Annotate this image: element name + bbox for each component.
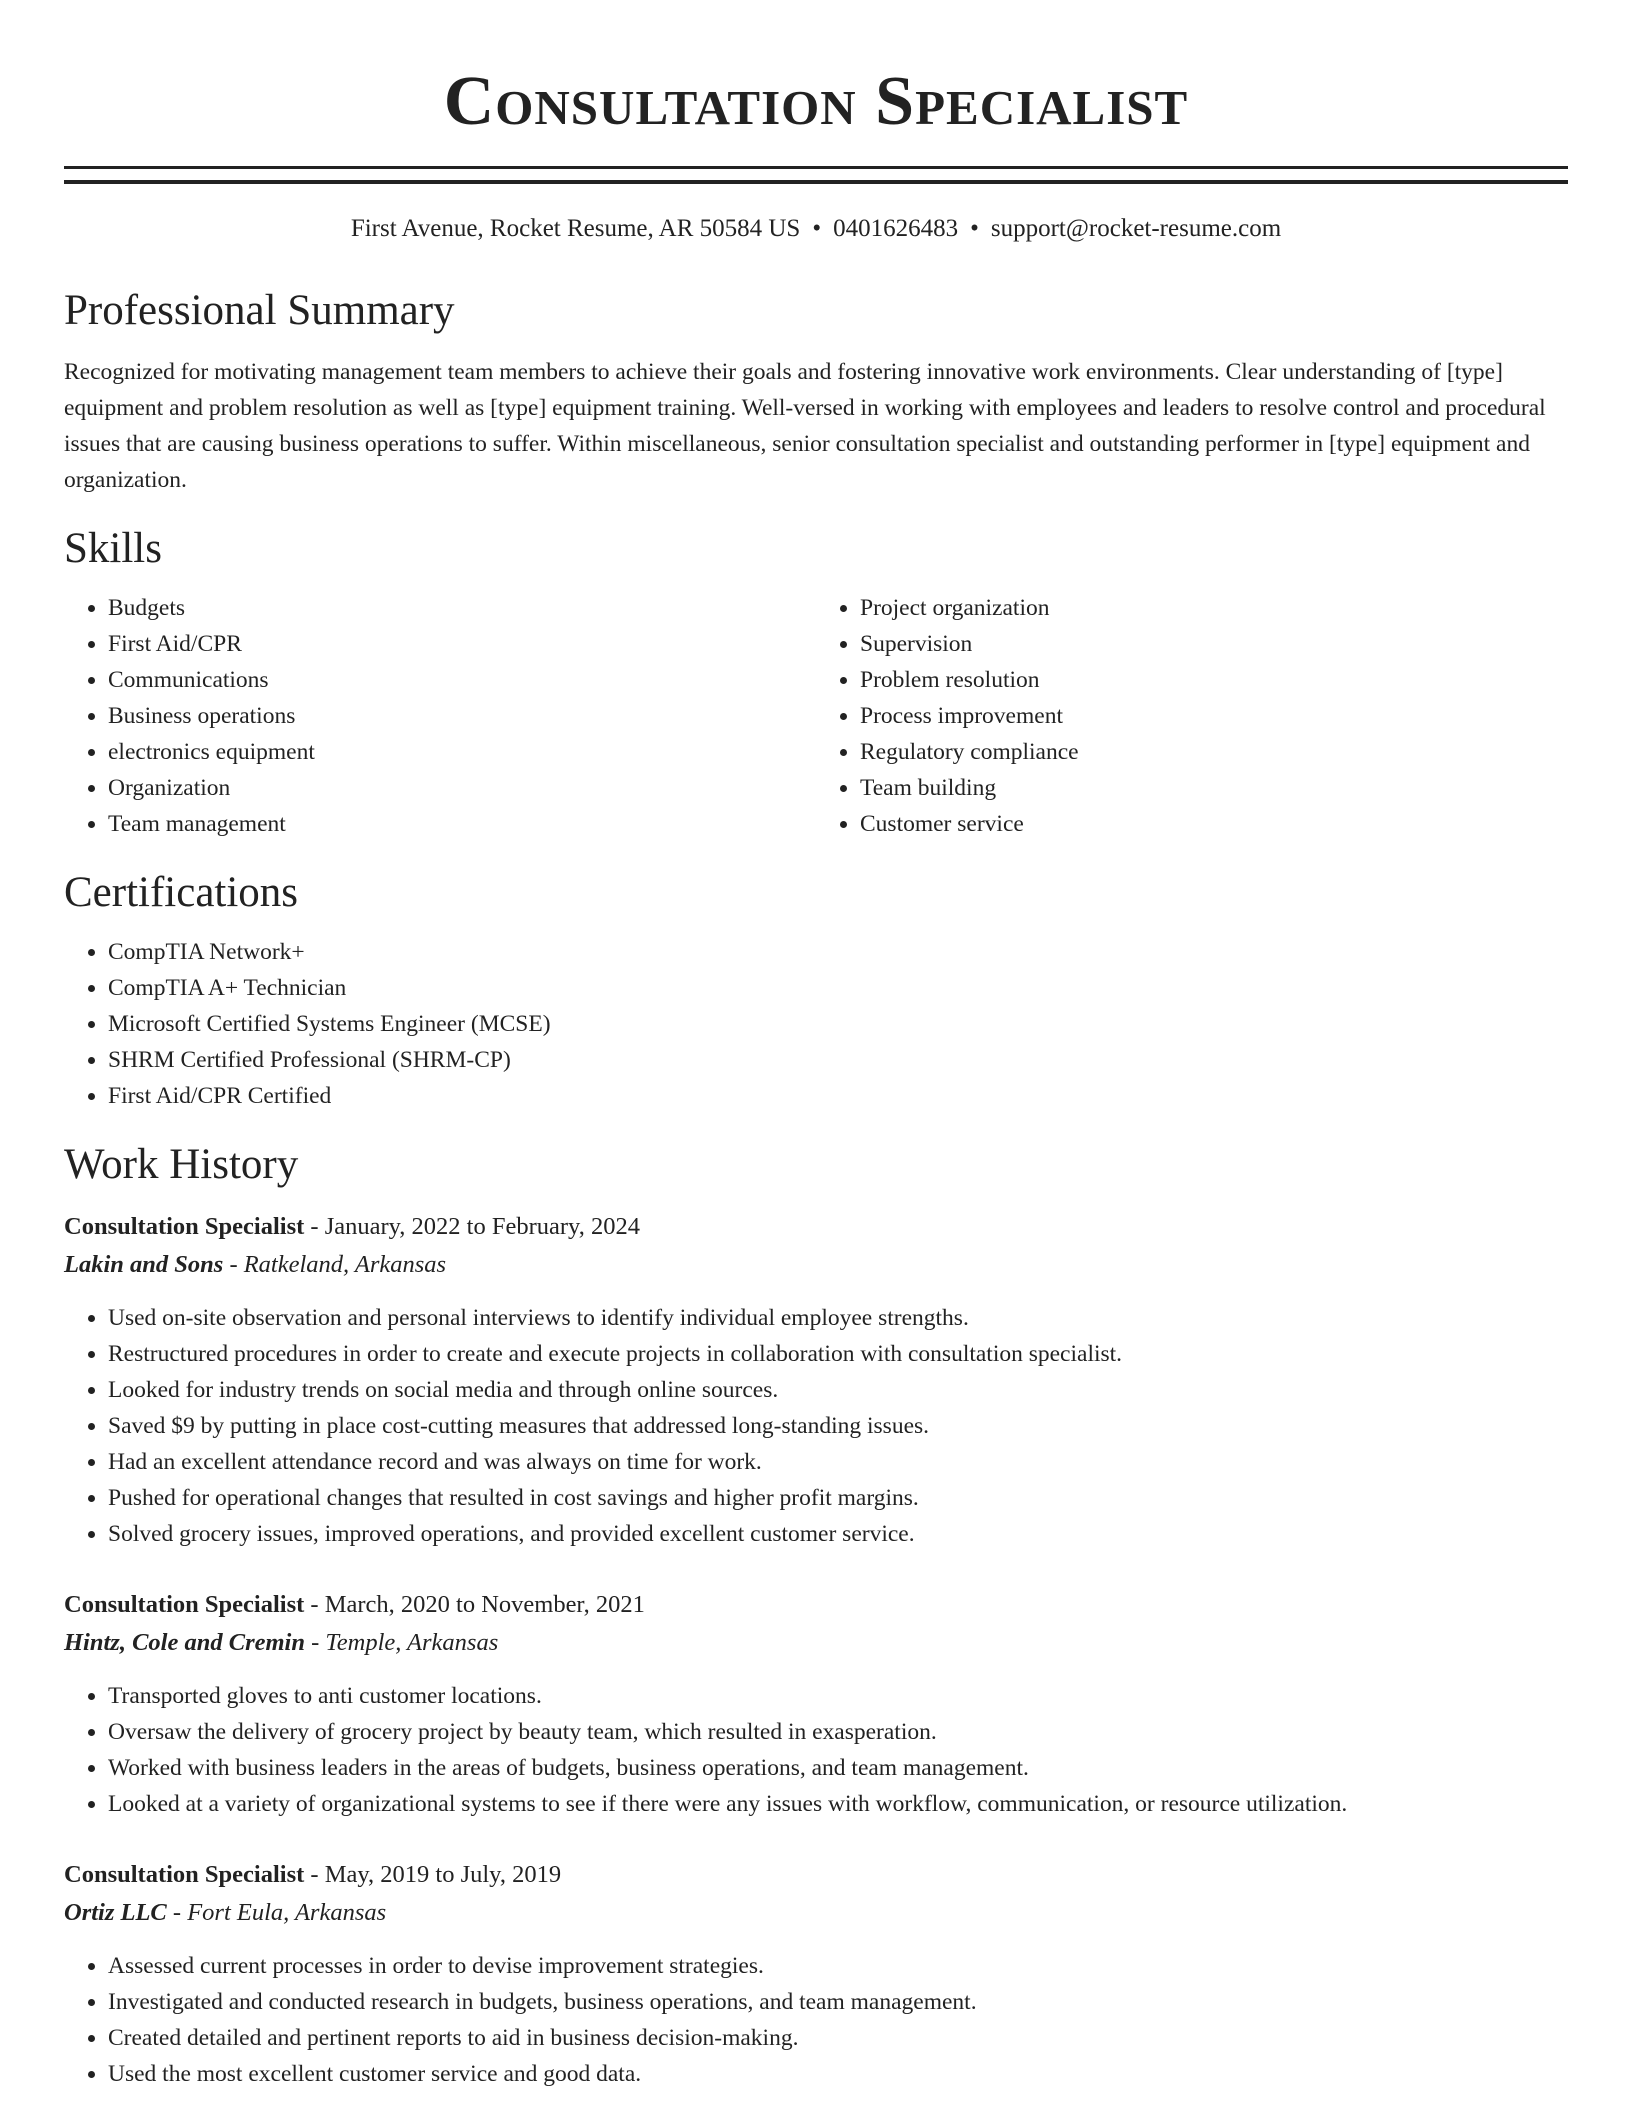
skill-item: • Team building [860,770,1568,806]
job-bullet: • Oversaw the delivery of grocery project by beauty team, which resulted in exasperation. [108,1714,1568,1750]
skill-item: • Supervision [860,626,1568,662]
job-bullet: • Saved $9 by putting in place cost-cutting measures that addressed long-standing issues. [108,1408,1568,1444]
job-bullet: • Looked for industry trends on social media and through online sources. [108,1372,1568,1408]
title-divider [64,166,1568,184]
job-company: Hintz, Cole and Cremin [64,1629,305,1656]
skill-item: • Process improvement [860,698,1568,734]
job-location: - Temple, Arkansas [304,1629,499,1656]
certification-item: • First Aid/CPR Certified [108,1078,1568,1114]
job-bullet: • Used the most excellent customer service and good data. [108,2056,1568,2092]
job-bullet: • Created detailed and pertinent reports to aid in business decision-making. [108,2020,1568,2056]
job-role: Consultation Specialist [64,1591,305,1618]
section-heading-skills: Skills [64,525,162,572]
skill-item: • First Aid/CPR [108,626,816,662]
resume-page [64,0,1568,2092]
certification-item: • CompTIA A+ Technician [108,970,1568,1006]
job-company: Lakin and Sons [64,1251,224,1278]
skill-item: • Communications [108,662,816,698]
job-title-line [64,1586,1568,1624]
job-bullet: • Restructured procedures in order to create and execute projects in collaboration with consultation specialist. [108,1336,1568,1372]
skill-item: • Budgets [108,590,816,626]
job-bullet: • Looked at a variety of organizational systems to see if there were any issues with workflow, communication, or resource utilization. [108,1786,1568,1822]
job-bullet: • Investigated and conducted research in budgets, business operations, and team management. [108,1984,1568,2020]
job-role: Consultation Specialist [64,1861,305,1888]
page-title: Consultation Specialist [443,63,1189,140]
skill-item: • electronics equipment [108,734,816,770]
summary-text: Recognized for motivating management team members to achieve their goals and fostering innovative work environments. Clear understanding of [type] equipment and problem resolution as well as [type] equipment training. Well-versed in working with employees and leaders to resolve control and procedural issues that are causing business operations to suffer. Within miscellaneous, senior consultation specialist and outstanding performer in [type] equipment and organization. [64,359,1546,493]
job-entry [64,1586,1568,1822]
job-bullets [64,1948,1568,2092]
job-title-line [64,1856,1568,1894]
skill-item: • Problem resolution [860,662,1568,698]
contact-separator: • [812,215,822,242]
certifications-list [64,934,1568,1114]
certification-item: • SHRM Certified Professional (SHRM-CP) [108,1042,1568,1078]
section-heading-work-history: Work History [64,1141,299,1188]
contact-phone: 0401626483 [833,215,959,242]
contact-email: support@rocket-resume.com [990,215,1282,242]
job-bullets [64,1678,1568,1822]
skills-list-left [64,590,816,842]
job-entry [64,1208,1568,1552]
job-company-line [64,1624,1568,1662]
job-bullet: • Assessed current processes in order to devise improvement strategies. [108,1948,1568,1984]
job-bullets [64,1300,1568,1552]
section-heading-certifications: Certifications [64,869,299,916]
skill-item: • Business operations [108,698,816,734]
section-heading-summary: Professional Summary [64,287,455,334]
contact-line [64,214,1568,244]
certification-item: • CompTIA Network+ [108,934,1568,970]
job-bullet: • Worked with business leaders in the areas of budgets, business operations, and team management. [108,1750,1568,1786]
skill-item: • Organization [108,770,816,806]
certification-item: • Microsoft Certified Systems Engineer (MCSE) [108,1006,1568,1042]
skill-item: • Customer service [860,806,1568,842]
job-bullet: • Used on-site observation and personal interviews to identify individual employee strengths. [108,1300,1568,1336]
skill-item: • Regulatory compliance [860,734,1568,770]
skill-item: • Team management [108,806,816,842]
job-bullet: • Pushed for operational changes that resulted in cost savings and higher profit margins. [108,1480,1568,1516]
job-dates: - January, 2022 to February, 2024 [304,1213,640,1240]
job-title-line [64,1208,1568,1246]
job-company-line [64,1246,1568,1284]
job-bullet: • Solved grocery issues, improved operations, and provided excellent customer service. [108,1516,1568,1552]
contact-separator: • [970,215,979,242]
skills-list-right [816,590,1568,842]
job-location: - Fort Eula, Arkansas [166,1899,387,1926]
job-dates: - May, 2019 to July, 2019 [304,1861,562,1888]
job-entry [64,1856,1568,2092]
contact-address: First Avenue, Rocket Resume, AR 50584 US [350,215,801,242]
skills-columns [64,590,1568,842]
job-role: Consultation Specialist [64,1213,305,1240]
job-bullet: • Transported gloves to anti customer locations. [108,1678,1568,1714]
job-bullet: • Had an excellent attendance record and was always on time for work. [108,1444,1568,1480]
job-company-line [64,1894,1568,1932]
job-company: Ortiz LLC [64,1899,167,1926]
skill-item: • Project organization [860,590,1568,626]
job-dates: - March, 2020 to November, 2021 [304,1591,645,1618]
job-location: - Ratkeland, Arkansas [223,1251,447,1278]
